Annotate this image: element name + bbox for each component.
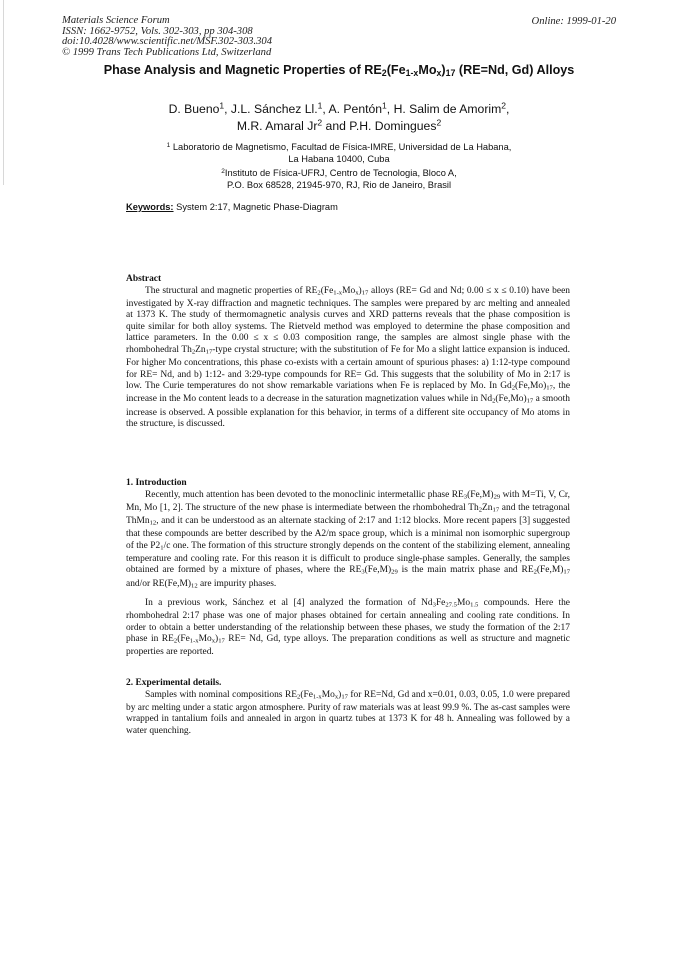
- experimental-paragraph: Samples with nominal compositions $RE_2(Fe_{1-x}Mo_x)_{17}$ for RE=Nd, Gd and x=0.01, 0.03, 0.05, 1.0 were prepared by arc melting under a static argon atmosphere. Purity of raw materials was at least 99.9 %. The as-cast samples were wrapped in tantalium foils and annealed in argon in quartz tubes at 1373 K for 48 h. Annealing was followed by a water quenching.: [126, 689, 570, 736]
- journal-copyright: © 1999 Trans Tech Publications Ltd, Switzerland: [62, 46, 272, 58]
- intro-paragraph-1: Recently, much attention has been devoted to the monoclinic intermetallic phase $RE_3(Fe,M)_{29}$ with M=Ti, V, Cr, Mn, Mo [1, 2]. The structure of the new phase is intermediate between the rhombohedral $Th_2Zn_{17}$ and the tetragonal ThMn$_{12}$, and it can be understood as an alternate stacking of 2:17 and 1:12 blocks. More recent papers [3] suggested that these compounds are better described by the A2/m space group, which is a minimal non isomorphic supergroup of the $P2_1/c$ one. The formation of this structure strongly depends on the content of the stabilizing element, annealing temperature and cooling rate. For this reason it is difficult to produce single-phase samples. Generally, the samples obtained are formed by a mixture of phases, where the $RE_3(Fe,M)_{29}$ is the main matrix phase and $RE_2(Fe,M)_{17}$ and/or $RE(Fe,M)_{12}$ are impurity phases.: [126, 489, 571, 590]
- experimental-heading: 2. Experimental details.: [126, 678, 222, 688]
- intro-paragraph-2: In a previous work, Sánchez et al [4] analyzed the formation of $Nd_3Fe_{27.5}Mo_{1.5}$ compounds. Here the rhombohedral 2:17 phase was one of major phases obtained for certain annealing and cooling rate conditions. In order to obtain a better understanding of the relationship between these phases, we study the formation of the 2:17 phase in $RE_2(Fe_{1-x}Mo_x)_{17}$ RE= Nd, Gd, type alloys. The preparation conditions as well as structure and magnetic properties are reported.: [126, 597, 570, 658]
- introduction-section: [126, 478, 570, 659]
- keywords-text: System 2:17, Magnetic Phase-Diagram: [173, 202, 338, 212]
- keywords: [126, 202, 338, 212]
- affiliation-2: $^2$Instituto de Física-UFRJ, Centro de Tecnologia, Bloco A, P.O. Box 68528, 21945-970, RJ, Rio de Janeiro, Brasil: [221, 167, 457, 190]
- introduction-heading: 1. Introduction: [126, 478, 187, 488]
- affiliation-1: $^1$ Laboratorio de Magnetismo, Facultad de Física-IMRE, Universidad de La Habana, La Habana 10400, Cuba: [166, 141, 512, 164]
- experimental-section: [126, 678, 570, 737]
- journal-name: Materials Science Forum: [62, 15, 170, 26]
- page-edge-line: [3, 0, 4, 185]
- abstract-heading: Abstract: [126, 274, 162, 284]
- keywords-label: Keywords:: [126, 202, 174, 212]
- journal-issn: ISSN: 1662-9752, Vols. 302-303, pp 304-308: [62, 25, 253, 37]
- abstract-section: [126, 274, 570, 431]
- paper-title: Phase Analysis and Magnetic Properties of $RE_2(Fe_{1-x}Mo_x)_{17}$ (RE=Nd, Gd) Alloys: [103, 63, 575, 79]
- online-date: Online: 1999-01-20: [531, 16, 616, 27]
- abstract-text: The structural and magnetic properties of $RE_2(Fe_{1-x}Mo_x)_{17}$ alloys (RE= Gd and Nd; 0.00 ≤ x ≤ 0.10) have been investigated by X-ray diffraction and magnetic techniques. The samples were prepared by arc melting and annealed at 1373 K. The study of thermomagnetic analysis curves and XRD patterns reveals that the phase composition is quite similar for both alloy systems. The Rietveld method was employed to determine the phase composition and lattice parameters. In the 0.00 ≤ x ≤ 0.03 composition range, the samples are almost single phase with the rhombohedral $Th_2Zn_{17}$-type crystal structure; with the substitution of Fe for Mo a slight lattice expansion is induced. For higher Mo concentrations, this phase co-exists with a certain amount of spurious phases: a) 1:12-type compound for RE= Nd, and b) 1:12- and 3:29-type compounds for RE= Gd. This suggests that the solubility of Mo in 2:17 is low. The Curie temperatures do not show remarkable variations when Fe is replaced by Mo. In $Gd_2(Fe,Mo)_{17}$, the increase in the Mo content leads to a decrease in the saturation magnetization values while in $Nd_2(Fe,Mo)_{17}$ a smooth increase is observed. A possible explanation for this behavior, in terms of a different site occupancy of Mo atoms in the structure, is discussed.: [126, 285, 571, 430]
- author-list: D. Bueno$^1$, J.L. Sánchez Ll.$^1$, A. Pentón$^1$, H. Salim de Amorim$^2$, M.R. Amaral Jr$^2$ and P.H. Domingues$^2$: [168, 100, 510, 133]
- journal-header: [62, 16, 272, 58]
- journal-doi: doi:10.4028/www.scientific.net/MSF.302-303.304: [62, 36, 272, 48]
